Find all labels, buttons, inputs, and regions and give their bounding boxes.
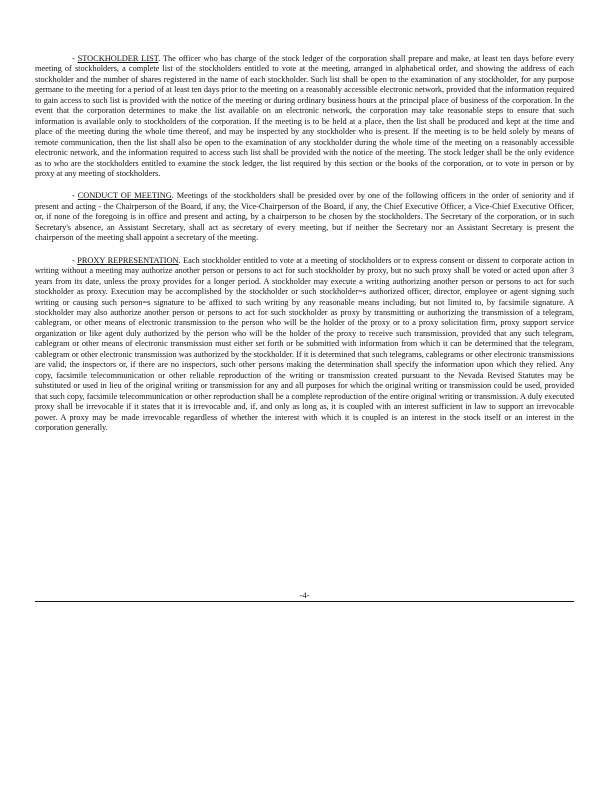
footer-divider	[35, 601, 574, 602]
page-number: -4-	[299, 590, 310, 600]
section-body-stockholder-list: The officer who has charge of the stock ledger of the corporation shall prepare and make, at least ten days before every meeting of stockholders, a complete list of the stockholders entitled to vote at the meeting, arranged in alphabetical order, and showing the address of each stockholder and the number of shares registered in the name of each stockholder. Such list shall be open to the examination of any stockholder, for any purpose germane to the meeting for a period of at least ten days prior to the meeting on a reasonably accessible electronic network, provided that the information required to gain access to such list is provided with the notice of the meeting or during ordinary business hours at the principal place of business of the corporation. In the event that the corporation determines to make the list available on an electronic network, the corporation may take reasonable steps to ensure that such information is available only to stockholders of the corporation. If the meeting is to be held at a place, then the list shall be produced and kept at the time and place of the meeting during the whole time thereof, and may be inspected by any stockholder who is present. If the meeting is to be held solely by means of remote communication, then the list shall also be open to the examination of any stockholder during the whole time of the meeting on a reasonably accessible electronic network, and the information required to access such list shall be provided with the notice of the meeting. The stock ledger shall be the only evidence as to who are the stockholders entitled to examine the stock ledger, the list required by this section or the books of the corporation, or to vote in person or by proxy at any meeting of stockholders.	[35, 54, 575, 178]
document-page	[35, 54, 574, 445]
section-body-proxy-representation: Each stockholder entitled to vote at a meeting of stockholders or to express consent or dissent to corporate action in writing without a meeting may authorize another person or persons to act for such stockholder by proxy, but no such proxy shall be voted or acted upon after 3 years from its date, unless the proxy provides for a longer period. A stockholder may execute a writing authorizing another person or persons to act for such stockholder as proxy. Execution may be accomplished by the stockholder or such stockholder=s authorized officer, director, employee or agent signing such writing or causing such person=s signature to be affixed to such writing by any reasonable means including, but not limited to, by facsimile signature. A stockholder may also authorize another person or persons to act for such stockholder as proxy by transmitting or authorizing the transmission of a telegram, cablegram, or other means of electronic transmission to the person who will be the holder of the proxy or to a proxy solicitation firm, proxy support service organization or like agent duly authorized by the person who will be the holder of the proxy to receive such transmission, provided that any such telegram, cablegram or other means of electronic transmission must either set forth or be submitted with information from which it can be determined that the telegram, cablegram or other electronic transmission was authorized by the stockholder. If it is determined that such telegrams, cablegrams or other electronic transmissions are valid, the inspectors or, if there are no inspectors, such other persons making the determination shall specify the information upon which they relied. Any copy, facsimile telecommunication or other reliable reproduction of the writing or transmission created pursuant to the Nevada Revised Statutes may be substituted or used in lieu of the original writing or transmission for any and all purposes for which the original writing or transmission could be used, provided that such copy, facsimile telecommunication or other reproduction shall be a complete reproduction of the entire original writing or transmission. A duly executed proxy shall be irrevocable if it states that it is irrevocable and, if, and only as long as, it is coupled with an interest sufficient in law to support an irrevocable power. A proxy may be made irrevocable regardless of whether the interest with which it is coupled is an interest in the stock itself or an interest in the corporation generally.	[35, 255, 575, 432]
section-heading-stockholder-list: STOCKHOLDER LIST	[77, 54, 159, 63]
section-stockholder-list: - STOCKHOLDER LIST. The officer who has charge of the stock ledger of the corporation shall prepare and make, at least ten days before every meeting of stockholders, a complete list of the stockholders entitled to vote at the meeting, arranged in alphabetical order, and showing the address of each stockholder and the number of shares registered in the name of each stockholder. Such list shall be open to the examination of any stockholder, for any purpose germane to the meeting for a period of at least ten days prior to the meeting on a reasonably accessible electronic network, provided that the information required to gain access to such list is provided with the notice of the meeting or during ordinary business hours at the principal place of business of the corporation. In the event that the corporation determines to make the list available on an electronic network, the corporation may take reasonable steps to ensure that such information is available only to stockholders of the corporation. If the meeting is to be held at a place, then the list shall be produced and kept at the time and place of the meeting during the whole time thereof, and may be inspected by any stockholder who is present. If the meeting is to be held solely by means of remote communication, then the list shall also be open to the examination of any stockholder during the whole time of the meeting on a reasonably accessible electronic network, and the information required to access such list shall be provided with the notice of the meeting. The stock ledger shall be the only evidence as to who are the stockholders entitled to examine the stock ledger, the list required by this section or the books of the corporation, or to vote in person or by proxy at any meeting of stockholders.	[35, 54, 575, 178]
section-heading-conduct-of-meeting: CONDUCT OF MEETING	[77, 191, 172, 201]
section-conduct-of-meeting: - CONDUCT OF MEETING. Meetings of the stockholders shall be presided over by one of the following officers in the order of seniority and if present and acting - the Chairperson of the Board, if any, the Vice-Chairperson of the Board, if any, the Chief Executive Officer, a Vice-Chief Executive Officer, or, if none of the foregoing is in office and present and acting, by a chairperson to be chosen by the stockholders. The Secretary of the corporation, or in such Secretary's absence, an Assistant Secretary, shall act as secretary of every meeting, but if neither the Secretary nor an Assistant Secretary is present the chairperson of the meeting shall appoint a secretary of the meeting.	[35, 191, 574, 243]
section-heading-proxy-representation: PROXY REPRESENTATION	[77, 255, 179, 265]
section-proxy-representation: - PROXY REPRESENTATION. Each stockholder entitled to vote at a meeting of stockholders or to express consent or dissent to corporate action in writing without a meeting may authorize another person or persons to act for such stockholder by proxy, but no such proxy shall be voted or acted upon after 3 years from its date, unless the proxy provides for a longer period. A stockholder may execute a writing authorizing another person or persons to act for such stockholder as proxy. Execution may be accomplished by the stockholder or such stockholder=s authorized officer, director, employee or agent signing such writing or causing such person=s signature to be affixed to such writing by any reasonable means including, but not limited to, by facsimile signature. A stockholder may also authorize another person or persons to act for such stockholder as proxy by transmitting or authorizing the transmission of a telegram, cablegram, or other means of electronic transmission to the person who will be the holder of the proxy or to a proxy solicitation firm, proxy support service organization or like agent duly authorized by the person who will be the holder of the proxy to receive such transmission, provided that any such telegram, cablegram or other means of electronic transmission must either set forth or be submitted with information from which it can be determined that the telegram, cablegram or other electronic transmission was authorized by the stockholder. If it is determined that such telegrams, cablegrams or other electronic transmissions are valid, the inspectors or, if there are no inspectors, such other persons making the determination shall specify the information upon which they relied. Any copy, facsimile telecommunication or other reliable reproduction of the writing or transmission created pursuant to the Nevada Revised Statutes may be substituted or used in lieu of the original writing or transmission for any and all purposes for which the original writing or transmission could be used, provided that such copy, facsimile telecommunication or other reproduction shall be a complete reproduction of the entire original writing or transmission. A duly executed proxy shall be irrevocable if it states that it is irrevocable and, if, and only as long as, it is coupled with an interest sufficient in law to support an irrevocable power. A proxy may be made irrevocable regardless of whether the interest with which it is coupled is an interest in the stock itself or an interest in the corporation generally.	[35, 255, 575, 432]
section-body-conduct-of-meeting: Meetings of the stockholders shall be presided over by one of the following officers in the order of seniority and if present and acting - the Chairperson of the Board, if any, the Vice-Chairperson of the Board, if any, the Chief Executive Officer, a Vice-Chief Executive Officer, or, if none of the foregoing is in office and present and acting, by a chairperson to be chosen by the stockholders. The Secretary of the corporation, or in such Secretary's absence, an Assistant Secretary, shall act as secretary of every meeting, but if neither the Secretary nor an Assistant Secretary is present the chairperson of the meeting shall appoint a secretary of the meeting.	[35, 191, 574, 243]
